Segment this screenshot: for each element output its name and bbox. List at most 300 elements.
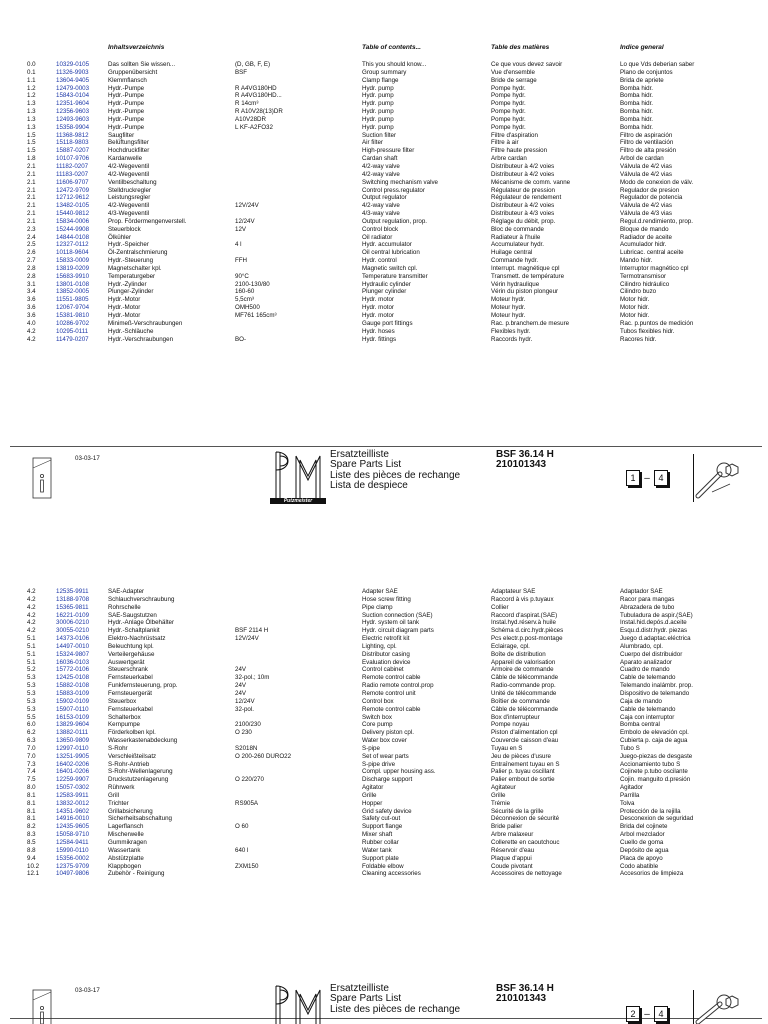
cell-part-number[interactable]: 15381-9810 — [56, 312, 90, 319]
cell-part-number[interactable]: 12479-0003 — [56, 84, 90, 92]
cell-name-en: Support flange — [362, 823, 403, 831]
cell-section: 7.4 — [27, 768, 36, 776]
table-row — [0, 69, 768, 77]
cell-part-number[interactable]: 16153-0109 — [56, 713, 90, 721]
cell-part-number[interactable]: 12535-9911 — [56, 588, 89, 595]
cell-part-number[interactable]: 10497-9806 — [56, 870, 90, 878]
cell-section: 5.1 — [27, 658, 36, 666]
cell-name-de: Lagerflansch — [108, 823, 144, 831]
cell-name-en: S-pipe drive — [362, 760, 396, 768]
cell-name-de: Hydr.-Pumpe — [108, 115, 145, 123]
cell-name-en: Foldable elbow — [362, 862, 404, 870]
cell-name-en: Evaluation device — [362, 658, 411, 666]
table-row — [0, 619, 768, 627]
table-row — [0, 784, 768, 792]
table-row — [0, 776, 768, 784]
cell-section: 0.0 — [27, 61, 36, 68]
header-fr: Table des matières — [491, 44, 550, 51]
cell-name-fr: Raccord d'aspirat.(SAE) — [491, 611, 558, 619]
table-row — [0, 651, 768, 659]
cell-name-fr: Plaque d'appui — [491, 854, 532, 862]
table-row — [0, 241, 768, 249]
cell-spec: 12V/24V — [235, 635, 259, 643]
cell-part-number[interactable]: 15833-0009 — [56, 257, 90, 265]
cell-section: 8.5 — [27, 839, 36, 846]
cell-part-number[interactable]: 11479-0207 — [56, 335, 89, 343]
cell-name-es: Bomba hidr. — [620, 92, 654, 100]
cell-name-de: 4/2-Wegeventil — [108, 162, 150, 170]
cell-section: 6.0 — [27, 721, 36, 729]
cell-name-es: Protección de la rejilla — [620, 807, 681, 815]
cell-name-es: Bomba hidr. — [620, 115, 654, 123]
cell-name-en: Control box — [362, 697, 394, 705]
footer-1 — [0, 448, 768, 508]
cell-name-fr: Collerette en caoutchouc — [491, 839, 560, 846]
table-row — [0, 666, 768, 674]
cell-name-fr: Pompe hydr. — [491, 84, 526, 92]
cell-name-de: Hydr.-Verschraubungen — [108, 335, 174, 343]
cell-name-en: Cleaning accessories — [362, 870, 421, 878]
cell-name-en: S-pipe — [362, 744, 380, 752]
table-row — [0, 800, 768, 808]
cell-part-number[interactable]: 11183-0207 — [56, 170, 89, 178]
cell-name-de: Grill — [108, 791, 119, 799]
cell-spec: 4 l — [235, 241, 242, 249]
cell-name-es: Mando hidr. — [620, 257, 653, 265]
cell-section: 1.3 — [27, 100, 36, 108]
cell-section: 8.1 — [27, 807, 36, 815]
cell-part-number[interactable]: 16036-0103 — [56, 658, 90, 666]
cell-part-number[interactable]: 13819-0209 — [56, 264, 90, 272]
info-icon — [30, 456, 54, 500]
table-row — [0, 721, 768, 729]
cell-name-fr: Pompe hydr. — [491, 92, 526, 100]
cell-name-es: Termotransmisor — [620, 272, 667, 280]
cell-name-fr: Arbre cardan — [491, 155, 527, 163]
cell-name-fr: Ce que vous devez savoir — [491, 61, 563, 68]
cell-part-number[interactable]: 16221-0109 — [56, 611, 90, 619]
cell-part-number[interactable]: 16402-0206 — [56, 760, 90, 768]
cell-spec: 2100/230 — [235, 721, 261, 729]
cell-name-de: Schlauchverschraubung — [108, 595, 175, 603]
cell-part-number[interactable]: 15058-9710 — [56, 831, 90, 839]
cell-name-fr: Distributeur à 4/2 voies — [491, 202, 555, 210]
cell-name-fr: Boîte de distribution — [491, 650, 546, 658]
parts-table-2 — [0, 588, 768, 878]
cell-name-de: Beleuchtung kpl. — [108, 642, 154, 650]
cell-name-en: Hydr. pump — [362, 108, 394, 116]
cell-name-de: Gruppenübersicht — [108, 68, 158, 76]
cell-spec: 12/24V — [235, 697, 255, 705]
cell-name-en: Clamp flange — [362, 76, 399, 84]
table-row — [0, 100, 768, 108]
cell-name-en: 4/3-way valve — [362, 210, 400, 218]
cell-part-number[interactable]: 12425-0108 — [56, 674, 90, 682]
cell-spec: R A4VG180HD — [235, 84, 277, 92]
table-row — [0, 320, 768, 328]
cell-section: 5.3 — [27, 689, 36, 697]
table-row — [0, 171, 768, 179]
cell-name-es: Dispositivo de telemando — [620, 689, 690, 697]
cell-part-number[interactable]: 30006-0210 — [56, 619, 90, 627]
cell-section: 4.0 — [27, 319, 36, 327]
cell-name-fr: Radio-commande prop. — [491, 682, 556, 690]
cell-name-de: Gummikragen — [108, 839, 147, 846]
cell-part-number[interactable]: 11551-9805 — [56, 296, 89, 304]
cell-name-es: Cable de telemando — [620, 705, 676, 713]
cell-part-number[interactable]: 14373-0106 — [56, 635, 90, 643]
cell-name-es: Cuello de goma — [620, 839, 664, 846]
cell-part-number[interactable]: 15990-0110 — [56, 846, 89, 854]
cell-part-number[interactable]: 10295-0111 — [56, 327, 89, 335]
cell-name-es: Plano de conjuntos — [620, 68, 673, 76]
cell-part-number[interactable]: 15358-9904 — [56, 123, 90, 131]
cell-part-number[interactable]: 11606-9707 — [56, 178, 89, 186]
cell-spec: BSF — [235, 68, 248, 76]
cell-name-en: Grid safety device — [362, 807, 412, 815]
cell-spec: O 60 — [235, 823, 249, 831]
cell-name-en: Adapter SAE — [362, 588, 398, 595]
cell-section: 7.0 — [27, 752, 36, 760]
cell-part-number[interactable]: 15356-0002 — [56, 854, 90, 862]
cell-name-de: Hydr.-Schläuche — [108, 327, 154, 335]
cell-spec: MF761 165cm³ — [235, 312, 277, 319]
cell-name-en: Temperature transmitter — [362, 272, 428, 280]
cell-part-number[interactable]: 15883-0109 — [56, 689, 90, 697]
cell-part-number[interactable]: 12351-9604 — [56, 100, 90, 108]
cell-section: 10.2 — [27, 862, 40, 870]
cell-name-en: 4/2-way valve — [362, 202, 400, 210]
cell-part-number[interactable]: 13482-0105 — [56, 202, 90, 210]
cell-section: 5.2 — [27, 666, 36, 674]
cell-name-de: Grillabsicherung — [108, 807, 153, 815]
cell-part-number[interactable]: 11326-9903 — [56, 68, 89, 76]
cell-name-fr: Commande hydr. — [491, 257, 539, 265]
cell-name-es: Tubos flexibles hidr. — [620, 327, 675, 335]
cell-name-fr: Pompe hydr. — [491, 115, 526, 123]
cell-name-fr: Accessoires de nettoyage — [491, 870, 562, 878]
title-en: Spare Parts List — [330, 459, 402, 471]
cell-name-de: Verschleißteilsatz — [108, 752, 157, 760]
table-row — [0, 226, 768, 234]
cell-part-number[interactable]: 15324-9807 — [56, 650, 90, 658]
cell-name-de: Wassertank — [108, 846, 141, 854]
cell-part-number[interactable]: 13650-9809 — [56, 737, 90, 745]
cell-name-es: Modo de conexion de válv. — [620, 178, 694, 186]
cell-name-fr: Collier — [491, 603, 509, 611]
cell-name-de: Minimeß-Verschraubungen — [108, 319, 183, 327]
cell-name-es: Rac. p.puntos de medición — [620, 319, 694, 327]
cell-name-de: Steuerblock — [108, 225, 141, 233]
table-row — [0, 92, 768, 100]
cell-part-number[interactable]: 15882-0108 — [56, 682, 90, 690]
cell-part-number[interactable]: 12583-9911 — [56, 791, 89, 799]
table-row — [0, 745, 768, 753]
cell-name-en: Hydr. pump — [362, 84, 394, 92]
cell-spec: O 230 — [235, 729, 252, 737]
page-total: 4 — [654, 1006, 668, 1022]
cell-part-number[interactable]: 12712-9612 — [56, 194, 90, 202]
cell-name-fr: Adaptateur SAE — [491, 588, 536, 595]
cell-part-number[interactable]: 13188-9708 — [56, 595, 90, 603]
cell-name-en: Safety cut-out — [362, 815, 401, 823]
cell-name-en: This you should know... — [362, 61, 427, 68]
title-fr: Liste des pièces de rechange — [330, 469, 461, 481]
cell-name-en: Grille — [362, 791, 377, 799]
cell-part-number[interactable]: 15887-0207 — [56, 147, 90, 155]
cell-name-fr: Vérin hydraulique — [491, 280, 540, 288]
cell-part-number[interactable]: 10329-0105 — [56, 61, 90, 68]
cell-name-en: Output regulation, prop. — [362, 217, 428, 225]
cell-name-de: Hydr.-Motor — [108, 296, 141, 304]
cell-part-number[interactable]: 12067-9704 — [56, 304, 90, 312]
cell-name-de: Sicherheitsabschaltung — [108, 815, 172, 823]
cell-name-de: Das sollten Sie wissen... — [108, 61, 176, 68]
cell-name-de: Klappbogen — [108, 862, 142, 870]
cell-name-fr: Interrupt. magnétique cpl — [491, 264, 560, 272]
cell-part-number[interactable]: 12493-9603 — [56, 115, 90, 123]
cell-section: 5.1 — [27, 642, 36, 650]
cell-section: 4.2 — [27, 627, 36, 635]
cell-spec: 24V — [235, 666, 247, 674]
table-row — [0, 682, 768, 690]
cell-name-en: Magnetic switch cpl. — [362, 264, 418, 272]
cell-section: 12.1 — [27, 870, 40, 878]
cell-spec: 32-pol.; 10m — [235, 674, 270, 682]
date: 03-03-17 — [75, 455, 100, 462]
cell-name-de: Hydr.-Zylinder — [108, 280, 147, 288]
cell-part-number[interactable]: 15244-9908 — [56, 225, 90, 233]
cell-part-number[interactable]: 13251-9905 — [56, 752, 90, 760]
cell-spec: RS905A — [235, 799, 259, 807]
table-row — [0, 635, 768, 643]
cell-section: 1.5 — [27, 139, 36, 147]
cell-name-fr: Jeu de pièces d'usure — [491, 752, 552, 760]
table-row — [0, 596, 768, 604]
cell-name-en: Hydr. pump — [362, 123, 394, 131]
cell-spec: O 220/270 — [235, 776, 264, 784]
table-row — [0, 706, 768, 714]
cell-spec: A10V28DR — [235, 115, 266, 123]
cell-name-de: Hochdruckfilter — [108, 147, 150, 155]
cell-name-en: Suction connection (SAE) — [362, 611, 433, 619]
cell-name-en: Control block — [362, 225, 399, 233]
cell-name-en: Switching mechanism valve — [362, 178, 438, 186]
cell-name-de: Zubehör - Reinigung — [108, 870, 165, 878]
cell-name-es: Cuadro de mando — [620, 666, 670, 674]
cell-part-number[interactable]: 14497-0010 — [56, 642, 90, 650]
cell-part-number[interactable]: 15843-0104 — [56, 92, 90, 100]
cell-name-de: Abstützplatte — [108, 854, 144, 862]
cell-name-fr: Eclairage, cpl. — [491, 642, 530, 650]
cell-section: 1.3 — [27, 108, 36, 116]
cell-part-number[interactable]: 15683-9910 — [56, 272, 90, 280]
cell-part-number[interactable]: 10118-9604 — [56, 249, 89, 257]
cell-part-number[interactable]: 13852-0005 — [56, 288, 90, 296]
header-de: Inhaltsverzeichnis — [108, 44, 165, 51]
cell-part-number[interactable]: 12997-0110 — [56, 744, 89, 752]
cell-name-de: Temperaturgeber — [108, 272, 156, 280]
cell-name-de: Hydr.-Anlage Ölbehälter — [108, 619, 175, 627]
table-row — [0, 296, 768, 304]
cell-name-fr: Filtre haute pression — [491, 147, 548, 155]
cell-name-fr: Pompe hydr. — [491, 108, 526, 116]
table-row — [0, 155, 768, 163]
cell-name-fr: Moteur hydr. — [491, 312, 526, 319]
cell-name-es: Juego-piezas de desgaste — [620, 752, 693, 760]
cell-name-fr: Bloc de commande — [491, 225, 544, 233]
cell-name-en: Hydr. circuit diagram parts — [362, 627, 434, 635]
cell-name-es: Lubricac. central aceite — [620, 249, 684, 257]
cell-part-number[interactable]: 13604-9405 — [56, 76, 90, 84]
cell-name-es: Motor hidr. — [620, 296, 650, 304]
cell-part-number[interactable]: 14916-0010 — [56, 815, 90, 823]
cell-name-fr: Déconnexion de sécurité — [491, 815, 560, 823]
cell-section: 4.2 — [27, 335, 36, 343]
cell-part-number[interactable]: 13832-0012 — [56, 799, 90, 807]
cell-section: 1.3 — [27, 123, 36, 131]
cell-name-en: Water tank — [362, 846, 392, 854]
cell-part-number[interactable]: 15440-9812 — [56, 210, 90, 218]
cell-part-number[interactable]: 14351-9602 — [56, 807, 90, 815]
cell-part-number[interactable]: 15118-9803 — [56, 139, 89, 147]
cell-part-number[interactable]: 13882-0111 — [56, 729, 89, 737]
cell-name-de: Stelldruckregler — [108, 186, 151, 194]
cell-section: 2.6 — [27, 249, 36, 257]
cell-part-number[interactable]: 10107-9706 — [56, 155, 90, 163]
cell-name-es: Interruptor magnético cpl — [620, 264, 689, 272]
cell-spec: R A4VG180HD... — [235, 92, 282, 100]
cell-part-number[interactable]: 12435-9605 — [56, 823, 90, 831]
cell-part-number[interactable]: 10286-9702 — [56, 319, 90, 327]
table-row — [0, 108, 768, 116]
cell-part-number[interactable]: 14844-0108 — [56, 233, 90, 241]
cell-spec: 640 l — [235, 846, 249, 854]
cell-name-fr: Pompe hydr. — [491, 123, 526, 131]
cell-part-number[interactable]: 11182-0207 — [56, 162, 89, 170]
cell-section: 1.5 — [27, 131, 36, 139]
cell-name-de: Steuerschrank — [108, 666, 148, 674]
cell-name-es: Cilindro hidráulico — [620, 280, 670, 288]
cell-part-number[interactable]: 12356-9603 — [56, 108, 90, 116]
table-row — [0, 674, 768, 682]
cell-name-de: Hydr.-Steuerung — [108, 257, 154, 265]
cell-name-de: Mischerwelle — [108, 831, 144, 839]
cell-section: 5.1 — [27, 650, 36, 658]
table-row — [0, 124, 768, 132]
cell-part-number[interactable]: 30055-0210 — [56, 627, 90, 635]
cell-section: 8.3 — [27, 831, 36, 839]
table-row — [0, 831, 768, 839]
cell-name-en: Gauge port fittings — [362, 319, 413, 327]
cell-name-es: Embolo de elevación cpl. — [620, 729, 689, 737]
cell-part-number[interactable]: 15902-0109 — [56, 697, 90, 705]
cell-name-fr: Vue d'ensemble — [491, 68, 535, 76]
cell-name-en: Cardan shaft — [362, 155, 398, 163]
cell-name-es: Cubierta p. caja de agua — [620, 737, 688, 745]
table-row — [0, 823, 768, 831]
cell-part-number[interactable]: 12584-9411 — [56, 839, 89, 846]
cell-part-number[interactable]: 15772-0106 — [56, 666, 90, 674]
cell-part-number[interactable]: 15834-0006 — [56, 217, 90, 225]
cell-name-fr: Distributeur à 4/2 voies — [491, 162, 555, 170]
cell-name-fr: Transmett. de température — [491, 272, 565, 280]
table-row — [0, 187, 768, 195]
cell-name-es: Instal.hid.depós.d.aceite — [620, 619, 687, 627]
cell-name-en: Hydr. accumulator — [362, 241, 412, 249]
cell-name-de: Hydr.-Schaltplankit — [108, 627, 160, 635]
cell-name-de: 4/2-Wegeventil — [108, 202, 150, 210]
table-row — [0, 257, 768, 265]
cell-part-number[interactable]: 11368-9812 — [56, 131, 89, 139]
cell-name-en: Control cabinet — [362, 666, 404, 674]
cell-name-de: 4/2-Wegeventil — [108, 170, 150, 178]
cell-name-en: Hydr. control — [362, 257, 397, 265]
cell-part-number[interactable]: 13829-9604 — [56, 721, 90, 729]
cell-name-fr: Unité de télécommande — [491, 689, 557, 697]
cell-name-fr: Bride palier — [491, 823, 523, 831]
cell-spec: BO- — [235, 335, 247, 343]
cell-section: 4.2 — [27, 595, 36, 603]
cell-name-de: Verteilergehäuse — [108, 650, 155, 658]
cell-part-number[interactable]: 12472-9709 — [56, 186, 90, 194]
table-row — [0, 753, 768, 761]
cell-section: 4.2 — [27, 611, 36, 619]
table-row — [0, 234, 768, 242]
cell-name-fr: Câble de télécommande — [491, 705, 559, 713]
cell-name-fr: Huilage central — [491, 249, 533, 257]
date-2: 03-03-17 — [75, 987, 100, 994]
cell-name-en: Hydr. pump — [362, 92, 394, 100]
cell-section: 5.3 — [27, 682, 36, 690]
cell-part-number[interactable]: 15365-9811 — [56, 603, 89, 611]
cell-name-fr: Moteur hydr. — [491, 296, 526, 304]
cell-part-number[interactable]: 12327-0112 — [56, 241, 89, 249]
document-codes-2 — [496, 984, 554, 1005]
cell-part-number[interactable]: 15907-0110 — [56, 705, 89, 713]
table-row — [0, 265, 768, 273]
cell-section: 4.2 — [27, 327, 36, 335]
cell-name-de: Rohrschelle — [108, 603, 141, 611]
cell-part-number[interactable]: 12259-9907 — [56, 776, 90, 784]
cell-name-es: Telemando inalámbr. prop. — [620, 682, 693, 690]
table-row — [0, 863, 768, 871]
cell-name-es: Adaptador SAE — [620, 588, 663, 595]
cell-part-number[interactable]: 16401-0206 — [56, 768, 90, 776]
cell-name-en: Hopper — [362, 799, 383, 807]
cell-name-de: Fernsteuerkabel — [108, 705, 153, 713]
cell-name-en: Delivery piston cpl. — [362, 729, 414, 737]
cell-part-number[interactable]: 13801-0108 — [56, 280, 90, 288]
table-row — [0, 273, 768, 281]
logo-wordmark: Putzmeister — [270, 498, 326, 504]
cell-name-es: Motor hidr. — [620, 312, 650, 319]
cell-spec: O 200-260 DURO22 — [235, 752, 292, 760]
cell-part-number[interactable]: 12375-9709 — [56, 862, 90, 870]
cell-part-number[interactable]: 15057-0302 — [56, 784, 90, 792]
cell-name-de: Druckstutzenlagerung — [108, 776, 169, 784]
cell-section: 2.1 — [27, 202, 36, 210]
cell-section: 7.5 — [27, 776, 36, 784]
cell-name-en: Plunger cylinder — [362, 288, 407, 296]
cell-section: 4.2 — [27, 588, 36, 595]
cell-name-fr: Flexibles hydr. — [491, 327, 531, 335]
cell-name-en: Distributor casing — [362, 650, 410, 658]
cell-section: 7.0 — [27, 744, 36, 752]
info-icon — [30, 988, 54, 1024]
table-row — [0, 847, 768, 855]
table-row — [0, 85, 768, 93]
